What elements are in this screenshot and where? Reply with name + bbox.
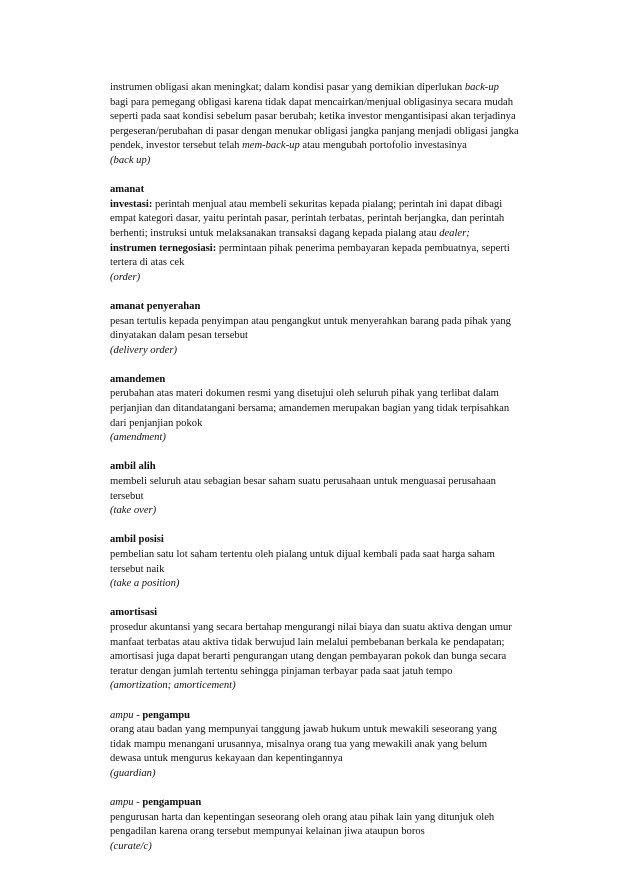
entry [110,533,528,591]
english-equivalent: (delivery order) [110,344,177,356]
definition-line: prosedur akuntansi yang secara bertahap mengurangi nilai biaya dan suatu aktiva dengan umur [110,621,512,633]
definition-line: dinyatakan dalam pesan tersebut [110,330,248,342]
entry-term: ambil alih [110,461,156,473]
entry-term: ampu - pengampu [110,709,191,721]
definition-line: tersebut [110,490,144,502]
definition-line: tersebut naik [110,563,165,575]
definition-line: tidak mampu menangani urusannya, misalnya orang tua yang mewakili anak yang belum [110,738,488,750]
definition-line: manfaat terbatas atau aktiva tidak berwujud lain melalui pembebanan berkala ke pendapatan; [110,636,505,648]
english-equivalent: (amendment) [110,432,166,444]
english-equivalent: (curate/c) [110,840,152,852]
entry-list [110,300,528,694]
entry-term: amanat penyerahan [110,300,201,312]
entry-term: amortisasi [110,607,158,619]
english-equivalent: (take over) [110,505,157,517]
entry-amanat [110,183,528,285]
definition-line: berhenti; instruksi untuk melaksanakan transaksi dagang kepada pialang atau dealer; [110,227,470,239]
entry [110,300,528,358]
entry-pengampu [110,709,528,782]
definition-line: dewasa untuk mengurus kekayaan dan kepentingannya [110,753,343,765]
term-italic: dealer; [439,227,470,239]
entry-pengampuan [110,796,528,854]
glossary-page [110,81,528,869]
definition-line: instrumen obligasi akan meningkat; dalam kondisi pasar yang demikian diperlukan back-up [110,82,499,93]
definition-line: pergeseran/perubahan di pasar dengan menukar obligasi jangka panjang menjadi obligasi jangka [110,125,519,137]
root-word: ampu [110,709,134,721]
english-equivalent: (guardian) [110,767,156,779]
entry-term: amandemen [110,373,166,385]
entry-back-up-continuation [110,81,528,169]
definition-line: pengadilan karena orang tersebut mempunyai kelainan jiwa ataupun boros [110,826,425,838]
definition-line: empat kategori dasar, yaitu perintah pasar, perintah terbatas, perintah berjangka, dan perintah [110,213,505,225]
definition-line: teratur dengan jumlah tertentu sehingga pinjaman terbayar pada saat jatuh tempo [110,665,453,677]
definition-line: pesan tertulis kepada penyimpan atau pengangkut untuk menyerahkan barang pada pihak yang [110,315,511,327]
root-word: ampu [110,797,134,809]
definition-line: pendek, investor tersebut telah mem-back-up atau mengubah portofolio investasinya [110,140,467,152]
definition-line: pembelian satu lot saham tertentu oleh pialang untuk dijual kembali pada saat harga saham [110,549,495,560]
term-italic: mem-back-up [242,140,300,152]
definition-line: instrumen ternegosiasi: permintaan pihak penerima pembayaran kepada pembuatnya, seperti [110,242,510,254]
definition-line: tertera di atas cek [110,257,185,269]
entry [110,373,528,446]
definition-line: amortisasi juga dapat berarti pengurangan utang dengan pembayaran pokok dan bunga secara [110,651,507,663]
definition-line: orang atau badan yang mempunyai tanggung jawab hukum untuk mewakili seseorang yang [110,724,497,736]
definition-line: bagi para pemegang obligasi karena tidak dapat mencairkan/menjual obligasinya secara mudah [110,96,513,108]
entry-term: ampu - pengampuan [110,797,202,809]
definition-line: membeli seluruh atau sebagian besar saham suatu perusahaan untuk menguasai perusahaan [110,476,496,488]
english-equivalent: (order) [110,271,141,283]
entry-term: amanat [110,184,145,196]
english-equivalent: (take a position) [110,578,180,590]
sense-label: investasi: [110,198,153,210]
sense-label: instrumen ternegosiasi: [110,242,217,254]
entry [110,460,528,518]
english-equivalent: (amortization; amorticement) [110,680,236,692]
entry [110,606,528,694]
definition-line: seperti pada saat kondisi sebelum pasar berubah; ketika investor mengantisipasi akan terjadinya [110,111,516,123]
definition-line: perubahan atas materi dokumen resmi yang disetujui oleh seluruh pihak yang terlibat dalam [110,388,499,400]
term-italic: back-up [464,82,499,93]
entry-term: ambil posisi [110,534,164,546]
definition-line: perjanjian dan ditandatangani bersama; amandemen merupakan bagian yang tidak terpisahkan [110,403,510,415]
definition-line: dari penjanjian pokok [110,417,203,429]
definition-line: investasi: perintah menjual atau membeli sekuritas kepada pialang; perintah ini dapat dibagi [110,198,503,210]
definition-line: pengurusan harta dan kepentingan seseorang oleh orang atau pihak lain yang ditunjuk oleh [110,811,495,823]
english-equivalent: (back up) [110,154,151,166]
